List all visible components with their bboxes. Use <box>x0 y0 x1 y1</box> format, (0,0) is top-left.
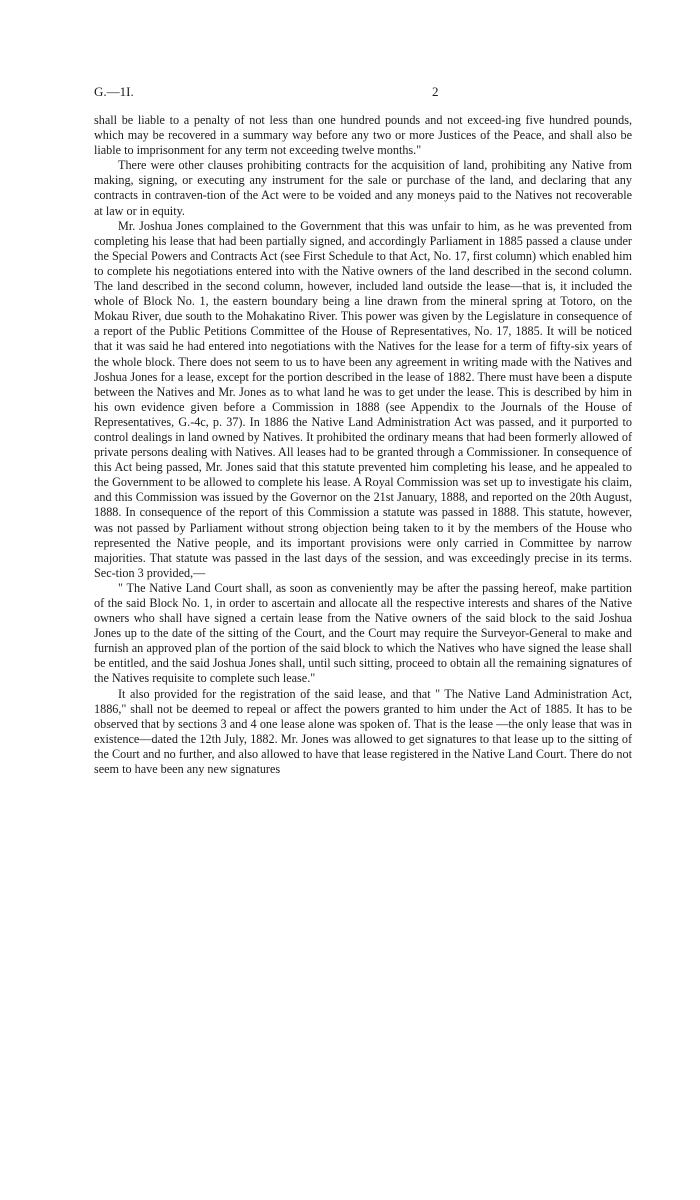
paragraph-continued: shall be liable to a penalty of not less than one hundred pounds and not exceed-ing five hundred pounds, which may be recovered in a summary way before any two or more Justices of the Peace, and shall also be liable to imprisonment for any term not exceeding twelve months." <box>94 113 632 158</box>
page-number: 2 <box>432 84 439 99</box>
quoted-section: " The Native Land Court shall, as soon as conveniently may be after the passing hereof, make partition of the said Block No. 1, in order to ascertain and allocate all the respective interests and shares of the Native owners who shall have signed a certain lease from the Native owners of the said block to the said Joshua Jones up to the date of the sitting of the Court, and the Court may require the Surveyor-General to make and furnish an approved plan of the portion of the said block to which the Natives who have signed the lease shall be entitled, and the said Joshua Jones shall, until such sitting, proceed to obtain all the remaining signatures of the Natives requisite to complete such lease." <box>94 580 632 686</box>
paragraph: It also provided for the registration of the said lease, and that " The Native Land Administration Act, 1886," shall not be deemed to repeal or affect the powers granted to him under the Act of 1885. It has to be observed that by sections 3 and 4 one lease alone was spoken of. That is the lease —the only lease that was in existence—dated the 12th July, 1882. Mr. Jones was allowed to get signatures to that lease up to the sitting of the Court and no further, and also allowed to have that lease registered in the Native Land Court. There do not seem to have been any new signatures <box>94 686 632 777</box>
paragraph: There were other clauses prohibiting contracts for the acquisition of land, prohibiting any Native from making, signing, or executing any instrument for the sale or purchase of the land, and declaring that any contracts in contraven-tion of the Act were to be voided and any moneys paid to the Natives not recoverable at law or in equity. <box>94 158 632 218</box>
document-reference: G.—1I. <box>94 84 134 99</box>
body-text <box>94 113 632 777</box>
page-header <box>94 84 634 102</box>
paragraph: Mr. Joshua Jones complained to the Government that this was unfair to him, as he was prevented from completing his lease that had been partially signed, and accordingly Parliament in 1885 passed a clause under the Special Powers and Contracts Act (see First Schedule to that Act, No. 17, first column) which enabled him to complete his negotiations entered into with the Native owners of the land described in the second column. The land described in the second column, however, included land outside the lease—that is, it included the whole of Block No. 1, the eastern boundary being a line drawn from the mineral spring at Totoro, on the Mokau River, due south to the Mohakatino River. This power was given by the Legislature in consequence of a report of the Public Petitions Committee of the House of Representatives, No. 17, 1885. It will be noticed that it was said he had entered into negotiations with the Natives for the lease for a term of fifty-six years of the whole block. There does not seem to us to have been any agreement in writing made with the Natives and Joshua Jones for a lease, except for the portion described in the lease of 1882. There must have been a dispute between the Natives and Mr. Jones as to what land he was to get under the lease. This is described by him in his own evidence given before a Commission in 1888 (see Appendix to the Journals of the House of Representatives, G.-4c, p. 37). In 1886 the Native Land Administration Act was passed, and it purported to control dealings in land owned by Natives. It prohibited the ordinary means that had been formerly allowed of private persons dealing with Natives. All leases had to be granted through a Commissioner. In consequence of this Act being passed, Mr. Jones said that this statute prevented him completing his lease, and he appealed to the Government to be allowed to complete his lease. A Royal Commission was set up to investigate his claim, and this Commission was issued by the Governor on the 21st January, 1888, and reported on the 20th August, 1888. In consequence of the report of this Commission a statute was passed in 1888. This statute, however, was not passed by Parliament without strong objection being taken to it by the members of the House who represented the Native people, and its important provisions were only carried in Committee by narrow majorities. That statute was passed in the last days of the session, and was exceedingly precise in its terms. Sec-tion 3 provided,— <box>94 218 632 580</box>
